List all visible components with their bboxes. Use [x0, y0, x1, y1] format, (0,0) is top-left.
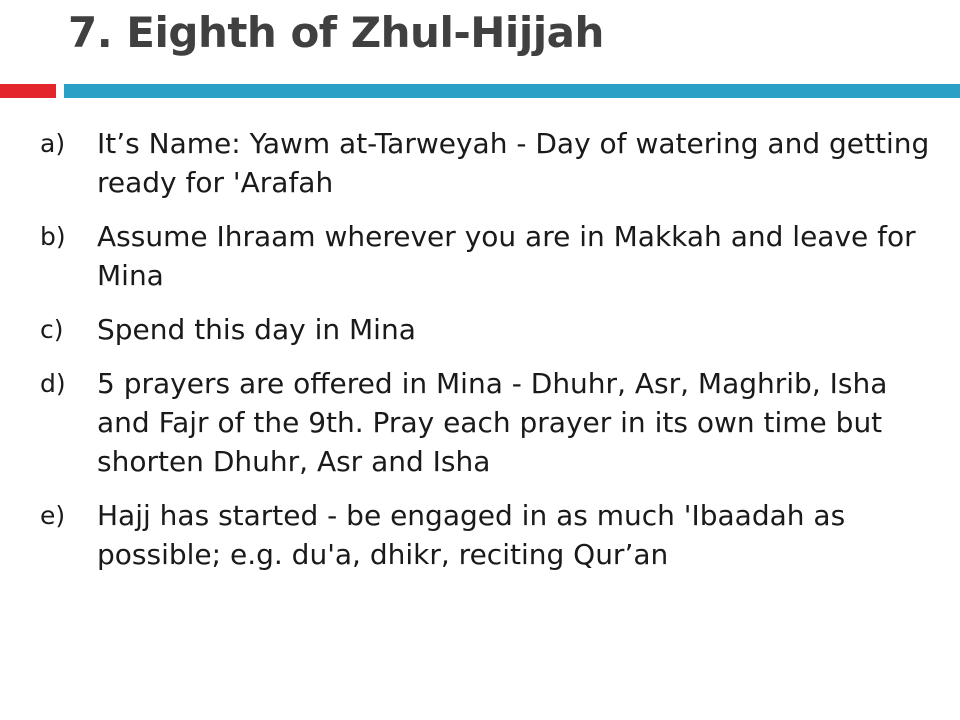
slide-title: 7. Eighth of Zhul-Hijjah	[68, 8, 604, 57]
list-marker: d)	[40, 369, 66, 398]
list-item-text: Assume Ihraam wherever you are in Makkah and leave for Mina	[97, 220, 916, 292]
list-item-d	[40, 364, 940, 481]
list-item-e	[40, 496, 940, 574]
title-accent-bar-blue	[64, 84, 960, 98]
bullet-list	[40, 124, 940, 589]
list-marker: b)	[40, 222, 66, 251]
title-accent-bar-red	[0, 84, 56, 98]
list-marker: a)	[40, 129, 66, 158]
list-marker: c)	[40, 315, 64, 344]
list-item-text: Hajj has started - be engaged in as much 'Ibaadah as possible; e.g. du'a, dhikr, reciting Qur’an	[97, 499, 846, 571]
list-item-text: It’s Name: Yawm at-Tarweyah - Day of watering and getting ready for 'Arafah	[97, 127, 930, 199]
list-item-a	[40, 124, 940, 202]
list-item-text: 5 prayers are offered in Mina - Dhuhr, Asr, Maghrib, Isha and Fajr of the 9th. Pray each prayer in its own time but shorten Dhuhr, Asr and Isha	[97, 367, 888, 478]
list-item-c	[40, 310, 940, 349]
list-item-b	[40, 217, 940, 295]
list-marker: e)	[40, 501, 66, 530]
list-item-text: Spend this day in Mina	[97, 313, 416, 346]
